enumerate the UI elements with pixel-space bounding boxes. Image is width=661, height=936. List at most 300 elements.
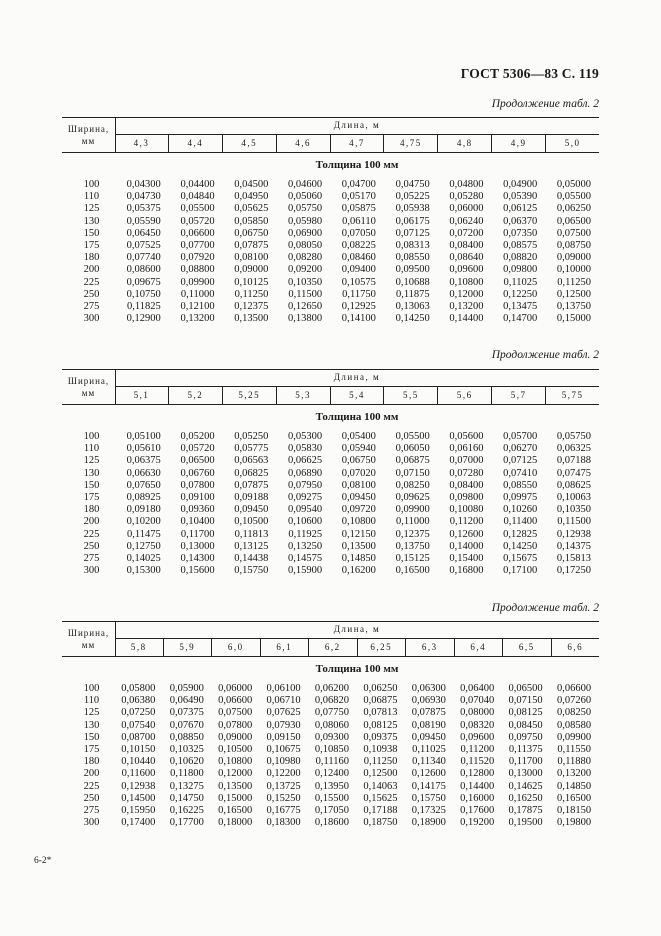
table-cell: 0,06500: [180, 455, 215, 467]
row-width: 250: [83, 792, 100, 804]
table-cell: 0,17100: [503, 565, 538, 577]
table-row: [62, 529, 599, 541]
table-cell: 0,13500: [218, 780, 253, 792]
table-cell: 0,05850: [234, 215, 269, 227]
width-column-header: Ширина, мм: [67, 376, 110, 398]
table-cell: 0,13275: [169, 780, 204, 792]
table-cell: 0,17188: [363, 804, 398, 816]
row-width: 275: [83, 552, 100, 564]
table-cell: 0,07020: [341, 467, 376, 479]
row-width: 175: [83, 239, 100, 251]
table-cell: 0,10063: [556, 491, 592, 503]
table-cell: 0,11025: [503, 276, 538, 288]
table-cell: 0,11160: [315, 756, 350, 768]
table-cell: 0,11500: [557, 516, 592, 528]
table-cell: 0,06250: [556, 203, 592, 215]
table-cell: 0,13500: [341, 540, 376, 552]
table-row: [62, 744, 599, 756]
table-cell: 0,07260: [556, 695, 592, 707]
table-cell: 0,06630: [126, 467, 161, 479]
table-cell: 0,06563: [234, 455, 269, 467]
table-cell: 0,13125: [234, 540, 269, 552]
length-column-header: 5,75: [545, 387, 599, 404]
row-width: 130: [83, 215, 100, 227]
table-cell: 0,07625: [266, 707, 301, 719]
table-cell: 0,10980: [266, 756, 301, 768]
table-cell: 0,04800: [449, 179, 484, 190]
table-row: [62, 443, 599, 455]
table-cell: 0,13500: [234, 313, 269, 325]
length-column-header: 5,3: [276, 387, 330, 404]
table-cell: 0,08820: [503, 252, 538, 264]
table-cell: 0,09750: [508, 731, 543, 743]
row-width: 100: [83, 431, 100, 442]
table-cell: 0,11600: [121, 768, 156, 780]
table-cell: 0,09625: [395, 491, 430, 503]
table-cell: 0,06000: [449, 203, 484, 215]
table-cell: 0,07920: [180, 252, 215, 264]
table-row: [62, 301, 599, 313]
table-row: [62, 805, 599, 817]
table-cell: 0,06820: [314, 695, 350, 707]
table-cell: 0,11250: [363, 756, 398, 768]
table-cell: 0,10000: [556, 264, 592, 276]
row-width: 200: [83, 516, 100, 528]
table-cell: 0,14400: [449, 313, 484, 325]
table-cell: 0,06750: [341, 455, 376, 467]
table-cell: 0,12750: [126, 540, 161, 552]
table-cell: 0,06100: [266, 683, 301, 694]
table-cell: 0,08280: [288, 252, 323, 264]
table-cell: 0,10150: [121, 743, 156, 755]
table-cell: 0,09800: [503, 264, 538, 276]
table-cell: 0,06175: [395, 215, 430, 227]
table-cell: 0,08550: [503, 479, 538, 491]
table-cell: 0,07813: [363, 707, 398, 719]
length-header: Длина, м: [333, 120, 381, 130]
table-row: [62, 756, 599, 768]
table-cell: 0,14300: [180, 552, 215, 564]
table-cell: 0,05500: [180, 203, 215, 215]
table-cell: 0,05610: [126, 443, 161, 455]
length-column-header: 6,4: [454, 639, 503, 656]
table-cell: 0,10260: [503, 504, 538, 516]
table-cell: 0,11800: [170, 768, 204, 780]
table-cell: 0,04730: [126, 191, 161, 203]
table-cell: 0,08700: [121, 731, 156, 743]
table-cell: 0,08125: [508, 707, 543, 719]
table-cell: 0,06890: [288, 467, 323, 479]
table-cell: 0,15600: [180, 565, 215, 577]
row-width: 225: [83, 276, 100, 288]
table-cell: 0,09800: [449, 491, 484, 503]
row-width: 100: [83, 683, 100, 694]
table-cell: 0,12938: [556, 528, 592, 540]
table-cell: 0,06600: [180, 227, 215, 239]
table-cell: 0,07050: [341, 227, 376, 239]
table-cell: 0,08125: [363, 719, 398, 731]
row-width: 130: [83, 467, 100, 479]
table-cell: 0,06250: [363, 683, 398, 694]
row-width: 180: [83, 504, 100, 516]
table-cell: 0,13000: [180, 540, 215, 552]
table-cell: 0,04400: [180, 179, 215, 190]
length-column-header: 6,5: [502, 639, 551, 656]
table-cell: 0,10750: [126, 288, 161, 300]
table-cell: 0,06710: [266, 695, 301, 707]
table-cell: 0,05300: [288, 431, 323, 442]
table-cell: 0,13950: [314, 780, 350, 792]
table-cell: 0,06625: [288, 455, 323, 467]
table-cell: 0,15675: [503, 552, 538, 564]
table-cell: 0,11520: [460, 756, 495, 768]
table-row: [62, 541, 599, 553]
table-cell: 0,07875: [411, 707, 446, 719]
length-header: Длина, м: [333, 624, 381, 634]
table-cell: 0,16225: [169, 804, 204, 816]
table-row: [62, 781, 599, 793]
length-column-header: 6,25: [357, 639, 406, 656]
table-cell: 0,08000: [460, 707, 495, 719]
table-cell: 0,05775: [234, 443, 269, 455]
table-cell: 0,10688: [395, 276, 430, 288]
table-cell: 0,14175: [411, 780, 446, 792]
table-cell: 0,05980: [288, 215, 323, 227]
table-cell: 0,04900: [503, 179, 538, 190]
table-cell: 0,05250: [234, 431, 269, 442]
table-cell: 0,13800: [288, 313, 323, 325]
table-cell: 0,10500: [234, 516, 269, 528]
table-cell: 0,12200: [266, 768, 301, 780]
table-cell: 0,13000: [508, 768, 543, 780]
table-cell: 0,07750: [314, 707, 350, 719]
table-cell: 0,07525: [126, 239, 161, 251]
table-cell: 0,07500: [556, 227, 592, 239]
table-cell: 0,17400: [121, 817, 156, 829]
table-cell: 0,04300: [126, 179, 161, 190]
table-body: [62, 431, 599, 577]
length-column-header: 5,8: [130, 642, 147, 652]
table-cell: 0,07040: [460, 695, 495, 707]
row-width: 300: [83, 565, 100, 577]
table-cell: 0,09450: [411, 731, 446, 743]
length-column-header: 5,6: [437, 387, 491, 404]
table-cell: 0,09180: [126, 504, 161, 516]
table-cell: 0,07000: [449, 455, 484, 467]
data-table: [62, 117, 599, 325]
table-cell: 0,13200: [180, 313, 215, 325]
table-cell: 0,11250: [557, 276, 592, 288]
length-column-header: 4,4: [168, 135, 222, 152]
table-cell: 0,08060: [314, 719, 350, 731]
table-cell: 0,09188: [234, 491, 269, 503]
table-cell: 0,05390: [503, 191, 538, 203]
table-cell: 0,10350: [556, 504, 592, 516]
table-cell: 0,12900: [126, 313, 161, 325]
table-cell: 0,07670: [169, 719, 204, 731]
table-cell: 0,12650: [288, 300, 323, 312]
table-cell: 0,12375: [395, 528, 430, 540]
table-cell: 0,09100: [180, 491, 215, 503]
table-cell: 0,05375: [126, 203, 161, 215]
table-cell: 0,11375: [508, 743, 543, 755]
width-column-header: Ширина, мм: [67, 124, 110, 146]
table-cell: 0,05720: [180, 215, 215, 227]
table-row: [62, 468, 599, 480]
table-cell: 0,18750: [363, 817, 398, 829]
table-row: [62, 504, 599, 516]
table-cell: 0,10325: [169, 743, 204, 755]
table-cell: 0,08575: [503, 239, 538, 251]
table-cell: 0,11200: [460, 743, 495, 755]
table-cell: 0,13475: [503, 300, 538, 312]
table-cell: 0,06500: [556, 215, 592, 227]
table-cell: 0,14250: [395, 313, 430, 325]
table-cell: 0,05060: [288, 191, 323, 203]
length-column-header: 5,9: [163, 639, 212, 656]
table-cell: 0,06875: [363, 695, 398, 707]
table-cell: 0,11875: [395, 288, 430, 300]
table-cell: 0,13250: [288, 540, 323, 552]
table-cell: 0,05720: [180, 443, 215, 455]
table-cell: 0,08850: [169, 731, 204, 743]
table-cell: 0,15400: [449, 552, 484, 564]
table-cell: 0,06050: [395, 443, 430, 455]
row-width: 200: [83, 768, 100, 780]
table-cell: 0,06160: [449, 443, 484, 455]
table-cell: 0,10440: [121, 756, 156, 768]
table-cell: 0,09900: [180, 276, 215, 288]
table-cell: 0,05200: [180, 431, 215, 442]
table-cell: 0,05280: [449, 191, 484, 203]
table-cell: 0,08400: [449, 479, 484, 491]
table-cell: 0,15625: [363, 792, 398, 804]
table-cell: 0,15500: [314, 792, 350, 804]
length-column-header: 4,75: [383, 135, 437, 152]
continuation-note: Продолжение табл. 2: [491, 602, 599, 614]
row-width: 150: [83, 479, 100, 491]
length-column-header: 4,8: [437, 135, 491, 152]
table-cell: 0,07410: [503, 467, 538, 479]
table-cell: 0,05500: [556, 191, 592, 203]
table-cell: 0,05875: [341, 203, 376, 215]
table-cell: 0,17050: [314, 804, 350, 816]
table-cell: 0,18600: [314, 817, 350, 829]
table-body: [62, 179, 599, 325]
table-cell: 0,07150: [395, 467, 430, 479]
table-cell: 0,05590: [126, 215, 161, 227]
length-columns: [115, 639, 599, 656]
table-cell: 0,16775: [266, 804, 301, 816]
row-width: 250: [83, 540, 100, 552]
row-width: 125: [83, 203, 100, 215]
table-cell: 0,08050: [288, 239, 323, 251]
table-cell: 0,10200: [126, 516, 161, 528]
table-cell: 0,14750: [169, 792, 204, 804]
length-column-header: 6,1: [260, 639, 309, 656]
row-width: 200: [83, 264, 100, 276]
table-cell: 0,05830: [288, 443, 323, 455]
table-cell: 0,09900: [395, 504, 430, 516]
table-cell: 0,09540: [288, 504, 323, 516]
table-cell: 0,05900: [169, 683, 204, 694]
table-cell: 0,09200: [288, 264, 323, 276]
table-cell: 0,07200: [449, 227, 484, 239]
table-cell: 0,07125: [395, 227, 430, 239]
table-cell: 0,08250: [556, 707, 592, 719]
table-cell: 0,06200: [314, 683, 350, 694]
table-cell: 0,09500: [395, 264, 430, 276]
table-cell: 0,06600: [218, 695, 253, 707]
table-row: [62, 228, 599, 240]
table-cell: 0,12600: [449, 528, 484, 540]
table-row: [62, 732, 599, 744]
table-cell: 0,17250: [556, 565, 592, 577]
table-cell: 0,10500: [218, 743, 253, 755]
table-cell: 0,14025: [126, 552, 161, 564]
table-cell: 0,07740: [126, 252, 161, 264]
table-cell: 0,09375: [363, 731, 398, 743]
table-cell: 0,08225: [341, 239, 376, 251]
table-cell: 0,13750: [556, 300, 592, 312]
table-cell: 0,08100: [234, 252, 269, 264]
table-cell: 0,04700: [341, 179, 376, 190]
table-cell: 0,08925: [126, 491, 161, 503]
row-width: 180: [83, 756, 100, 768]
length-column-header: 4,6: [276, 135, 330, 152]
table-cell: 0,07500: [218, 707, 253, 719]
table-cell: 0,04840: [180, 191, 215, 203]
table-row: [62, 817, 599, 829]
length-column-header: 5,5: [383, 387, 437, 404]
table-row: [62, 720, 599, 732]
row-width: 175: [83, 743, 100, 755]
table-row: [62, 492, 599, 504]
table-cell: 0,16200: [341, 565, 376, 577]
table-row: [62, 313, 599, 325]
table-cell: 0,11925: [288, 528, 323, 540]
table-cell: 0,07800: [180, 479, 215, 491]
row-width: 275: [83, 804, 100, 816]
table-cell: 0,06825: [234, 467, 269, 479]
table-cell: 0,07800: [218, 719, 253, 731]
table-row: [62, 240, 599, 252]
table-cell: 0,08190: [411, 719, 446, 731]
table-cell: 0,10575: [341, 276, 376, 288]
table-cell: 0,12600: [411, 768, 446, 780]
table-cell: 0,07280: [449, 467, 484, 479]
table-cell: 0,07875: [234, 239, 269, 251]
table-cell: 0,10675: [266, 743, 301, 755]
row-width: 225: [83, 528, 100, 540]
table-cell: 0,08400: [449, 239, 484, 251]
length-column-header: 4,3: [133, 138, 150, 148]
length-column-header: 6,0: [211, 639, 260, 656]
table-cell: 0,07650: [126, 479, 161, 491]
row-width: 225: [83, 780, 100, 792]
table-cell: 0,15250: [266, 792, 301, 804]
table-cell: 0,09720: [341, 504, 376, 516]
table-cell: 0,07250: [121, 707, 156, 719]
table-cell: 0,18000: [218, 817, 253, 829]
table-cell: 0,04750: [395, 179, 430, 190]
table-cell: 0,13200: [449, 300, 484, 312]
table-cell: 0,14100: [341, 313, 376, 325]
table-row: [62, 289, 599, 301]
length-columns: [115, 387, 599, 404]
row-width: 300: [83, 313, 100, 325]
length-column-header: 4,7: [330, 135, 384, 152]
table-cell: 0,19800: [556, 817, 592, 829]
table-cell: 0,09000: [218, 731, 253, 743]
table-cell: 0,05800: [121, 683, 156, 694]
table-cell: 0,08100: [341, 479, 376, 491]
table-cell: 0,09675: [126, 276, 161, 288]
table-cell: 0,06600: [556, 683, 592, 694]
table-cell: 0,07540: [121, 719, 156, 731]
table-row: [62, 455, 599, 467]
table-cell: 0,11500: [288, 288, 323, 300]
table-cell: 0,14500: [121, 792, 156, 804]
table-row: [62, 203, 599, 215]
table-cell: 0,18150: [556, 804, 592, 816]
table-cell: 0,07150: [508, 695, 543, 707]
table-row: [62, 707, 599, 719]
table-cell: 0,04950: [234, 191, 269, 203]
length-column-header: 6,6: [551, 639, 600, 656]
table-cell: 0,06900: [288, 227, 323, 239]
table-cell: 0,12825: [503, 528, 538, 540]
table-header: [62, 621, 599, 657]
table-cell: 0,09150: [266, 731, 301, 743]
table-cell: 0,06270: [503, 443, 538, 455]
table-cell: 0,08250: [395, 479, 430, 491]
table-cell: 0,12925: [341, 300, 376, 312]
table-cell: 0,05100: [126, 431, 161, 442]
table-cell: 0,14250: [503, 540, 538, 552]
table-cell: 0,05170: [341, 191, 376, 203]
table-cell: 0,06450: [126, 227, 161, 239]
table-cell: 0,07475: [556, 467, 592, 479]
length-column-header: 4,9: [491, 135, 545, 152]
table-cell: 0,08320: [460, 719, 495, 731]
table-cell: 0,14625: [508, 780, 543, 792]
table-cell: 0,09600: [460, 731, 495, 743]
table-cell: 0,10850: [314, 743, 350, 755]
table-cell: 0,04600: [288, 179, 323, 190]
table-cell: 0,07188: [556, 455, 592, 467]
table-cell: 0,06300: [411, 683, 446, 694]
length-column-header: 5,0: [545, 135, 599, 152]
table-cell: 0,10800: [449, 276, 484, 288]
table-cell: 0,09600: [449, 264, 484, 276]
length-header: Длина, м: [333, 372, 381, 382]
table-cell: 0,05938: [395, 203, 430, 215]
table-cell: 0,08800: [180, 264, 215, 276]
table-cell: 0,11025: [412, 743, 446, 755]
table-cell: 0,05700: [503, 431, 538, 442]
table-cell: 0,07375: [169, 707, 204, 719]
table-cell: 0,10620: [169, 756, 204, 768]
length-column-header: 5,1: [133, 390, 150, 400]
thickness-subtitle: Толщина 100 мм: [315, 411, 399, 423]
table-cell: 0,11550: [557, 743, 592, 755]
length-column-header: 5,4: [330, 387, 384, 404]
table-cell: 0,07350: [503, 227, 538, 239]
table-cell: 0,05000: [556, 179, 592, 190]
length-column-header: 5,7: [491, 387, 545, 404]
table-cell: 0,07700: [180, 239, 215, 251]
